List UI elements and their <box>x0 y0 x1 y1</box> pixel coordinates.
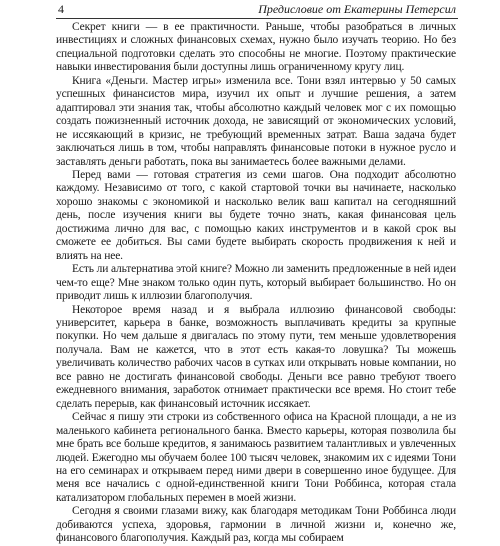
paragraph: Сейчас я пишу эти строки из собственного офиса на Красной площади, а не из маленького кабинета регионального банка. Вместо карьеры, которая позволила бы мне брать все больше кредитов, я занимаюсь развитием талантливых и увлеченных людей. Ежегодно мы обучаем более 100 тысяч человек, знакомим их с идеями Тони на его семинарах и открываем перед ними двери в совершенно иное будущее. Для меня все начались с одной-единственной книги Тони Роббинса, которая стала катализатором глобальных перемен в моей жизни. <box>56 411 456 504</box>
paragraph: Секрет книги — в ее практичности. Раньше, чтобы разобраться в личных инвестициях и сложных финансовых схемах, нужно было изучать теорию. Но без специальной подготовки сделать это способны не многие. Поэтому практические навыки инвестирования были доступны лишь ограниченному кругу лиц. <box>56 21 456 74</box>
running-title: Предисловие от Екатерины Петерсил <box>258 2 456 16</box>
paragraph: Сегодня я своими глазами вижу, как благодаря методикам Тони Роббинса люди добиваются успеха, здоровья, гармонии в личной жизни и, конечно же, финансового благополучия. Каждый раз, когда мы собираем <box>56 505 456 545</box>
paragraph: Есть ли альтернатива этой книге? Можно ли заменить предложенные в ней идеи чем-то еще? Мне знаком только один путь, который выбирает большинство. Но он приводит лишь к иллюзии благополучия. <box>56 263 456 303</box>
paragraph: Некоторое время назад и я выбрала иллюзию финансовой свободы: университет, карьера в банке, возможность выплачивать кредиты за крупные покупки. Но чем дальше я двигалась по этому пути, тем меньше удовлетворения получала. Вам не кажется, что в этот есть какая-то ловушка? Ты можешь увеличивать количество рабочих часов в сутках или открывать новые компании, но все равно не достигать финансовой свободы. Деньги все равно требуют твоего ежедневного внимания, заработок отнимает практически все время. Но стоит тебе сделать перерыв, как финансовый источник иссякает. <box>56 303 456 410</box>
page-number: 4 <box>58 2 64 16</box>
paragraph: Перед вами — готовая стратегия из семи шагов. Она подходит абсолютно каждому. Независимо от того, с какой стартовой точки вы начинаете, насколько хорошо знакомы с экономикой и насколько велик ваш капитал на сегодняшний день, после изучения книги вы будете точно знать, какая финансовая цель достижима лично для вас, с помощью каких инструментов и в какой срок вы сможете ее добиться. Вы сами будете выбирать скорость продвижения к ней и влиять на нее. <box>56 168 456 262</box>
paragraph: Книга «Деньги. Мастер игры» изменила все. Тони взял интервью у 50 самых успешных финансистов мира, изучил их опыт и лучшие решения, а затем адаптировал эти знания так, чтобы абсолютно каждый человек мог с их помощью создать пожизненный источник дохода, не зависящий от экономических условий, не иссякающий в кризис, не требующий временных затрат. Ваша задача будет заключаться лишь в том, чтобы направлять финансовые потоки в нужное русло и заставлять деньги работать, пока вы занимаетесь более важными делами. <box>56 74 456 168</box>
body-text <box>56 21 456 546</box>
page-header <box>56 2 458 19</box>
